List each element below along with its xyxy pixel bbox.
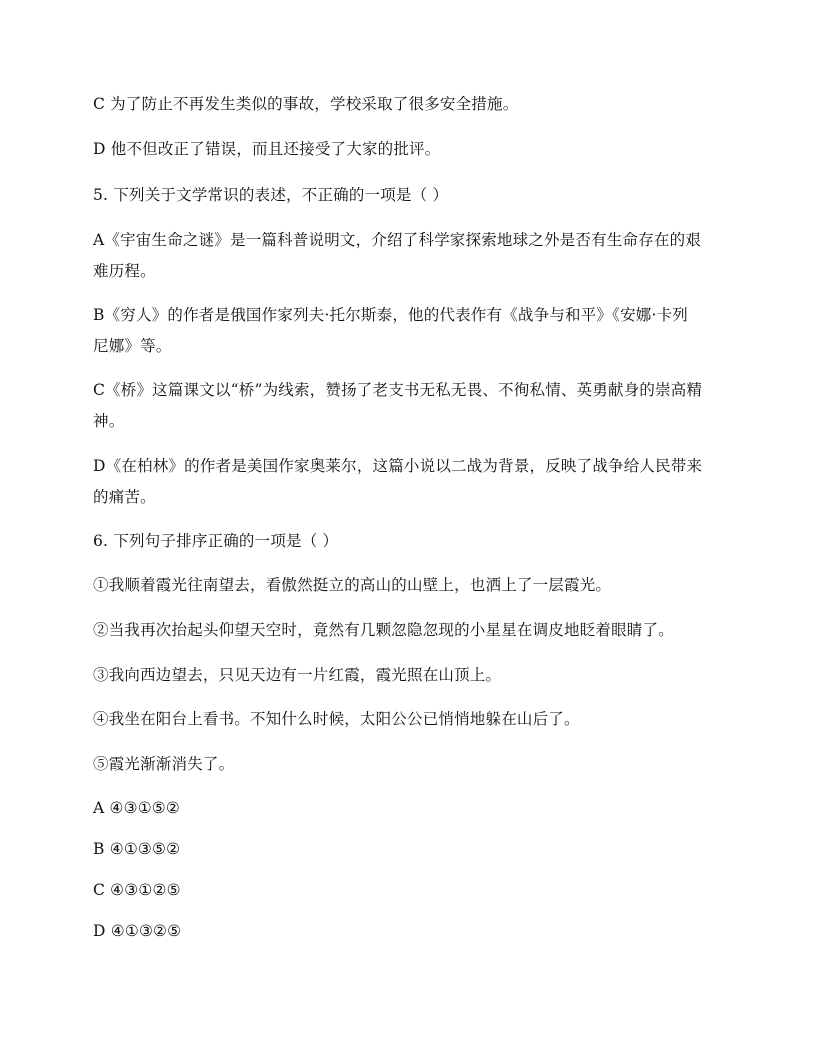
q6-option-a: A ④③①⑤② [93, 799, 180, 817]
q6-option-b: B ④①③⑤② [93, 840, 181, 858]
q5-option-b-line-2: 尼娜》等。 [93, 337, 172, 355]
sentence-3: ③我向西边望去，只见天边有一片红霞，霞光照在山顶上。 [93, 666, 502, 684]
q5-option-a-line-2: 难历程。 [93, 262, 156, 280]
q6-option-c: C ④③①②⑤ [93, 881, 181, 899]
q5-option-b-line-1: B《穷人》的作者是俄国作家列夫·托尔斯泰，他的代表作有《战争与和平》《安娜·卡列 [93, 306, 688, 324]
option-d-sentence: D 他不但改正了错误，而且还接受了大家的批评。 [93, 140, 441, 158]
sentence-4: ④我坐在阳台上看书。不知什么时候，太阳公公已悄悄地躲在山后了。 [93, 710, 580, 728]
q6-option-d: D ④①③②⑤ [93, 922, 182, 940]
question-6-stem: 6. 下列句子排序正确的一项是（ ） [93, 532, 339, 550]
q5-option-c-line-2: 神。 [93, 412, 125, 430]
sentence-2: ②当我再次抬起头仰望天空时，竟然有几颗忽隐忽现的小星星在调皮地眨着眼睛了。 [93, 621, 674, 639]
q5-option-d-line-1: D《在柏林》的作者是美国作家奥莱尔，这篇小说以二战为背景，反映了战争给人民带来 [93, 457, 703, 475]
q5-option-a-line-1: A《宇宙生命之谜》是一篇科普说明文，介绍了科学家探索地球之外是否有生命存在的艰 [93, 231, 701, 249]
question-5-stem: 5. 下列关于文学常识的表述，不正确的一项是（ ） [93, 186, 449, 204]
sentence-5: ⑤霞光渐渐消失了。 [93, 755, 235, 773]
sentence-1: ①我顺着霞光往南望去，看傲然挺立的高山的山壁上，也洒上了一层霞光。 [93, 576, 612, 594]
option-c-sentence: C 为了防止不再发生类似的事故，学校采取了很多安全措施。 [93, 95, 519, 113]
q5-option-c-line-1: C《桥》这篇课文以“桥”为线索，赞扬了老支书无私无畏、不徇私情、英勇献身的崇高精 [93, 381, 703, 399]
q5-option-d-line-2: 的痛苦。 [93, 488, 156, 506]
